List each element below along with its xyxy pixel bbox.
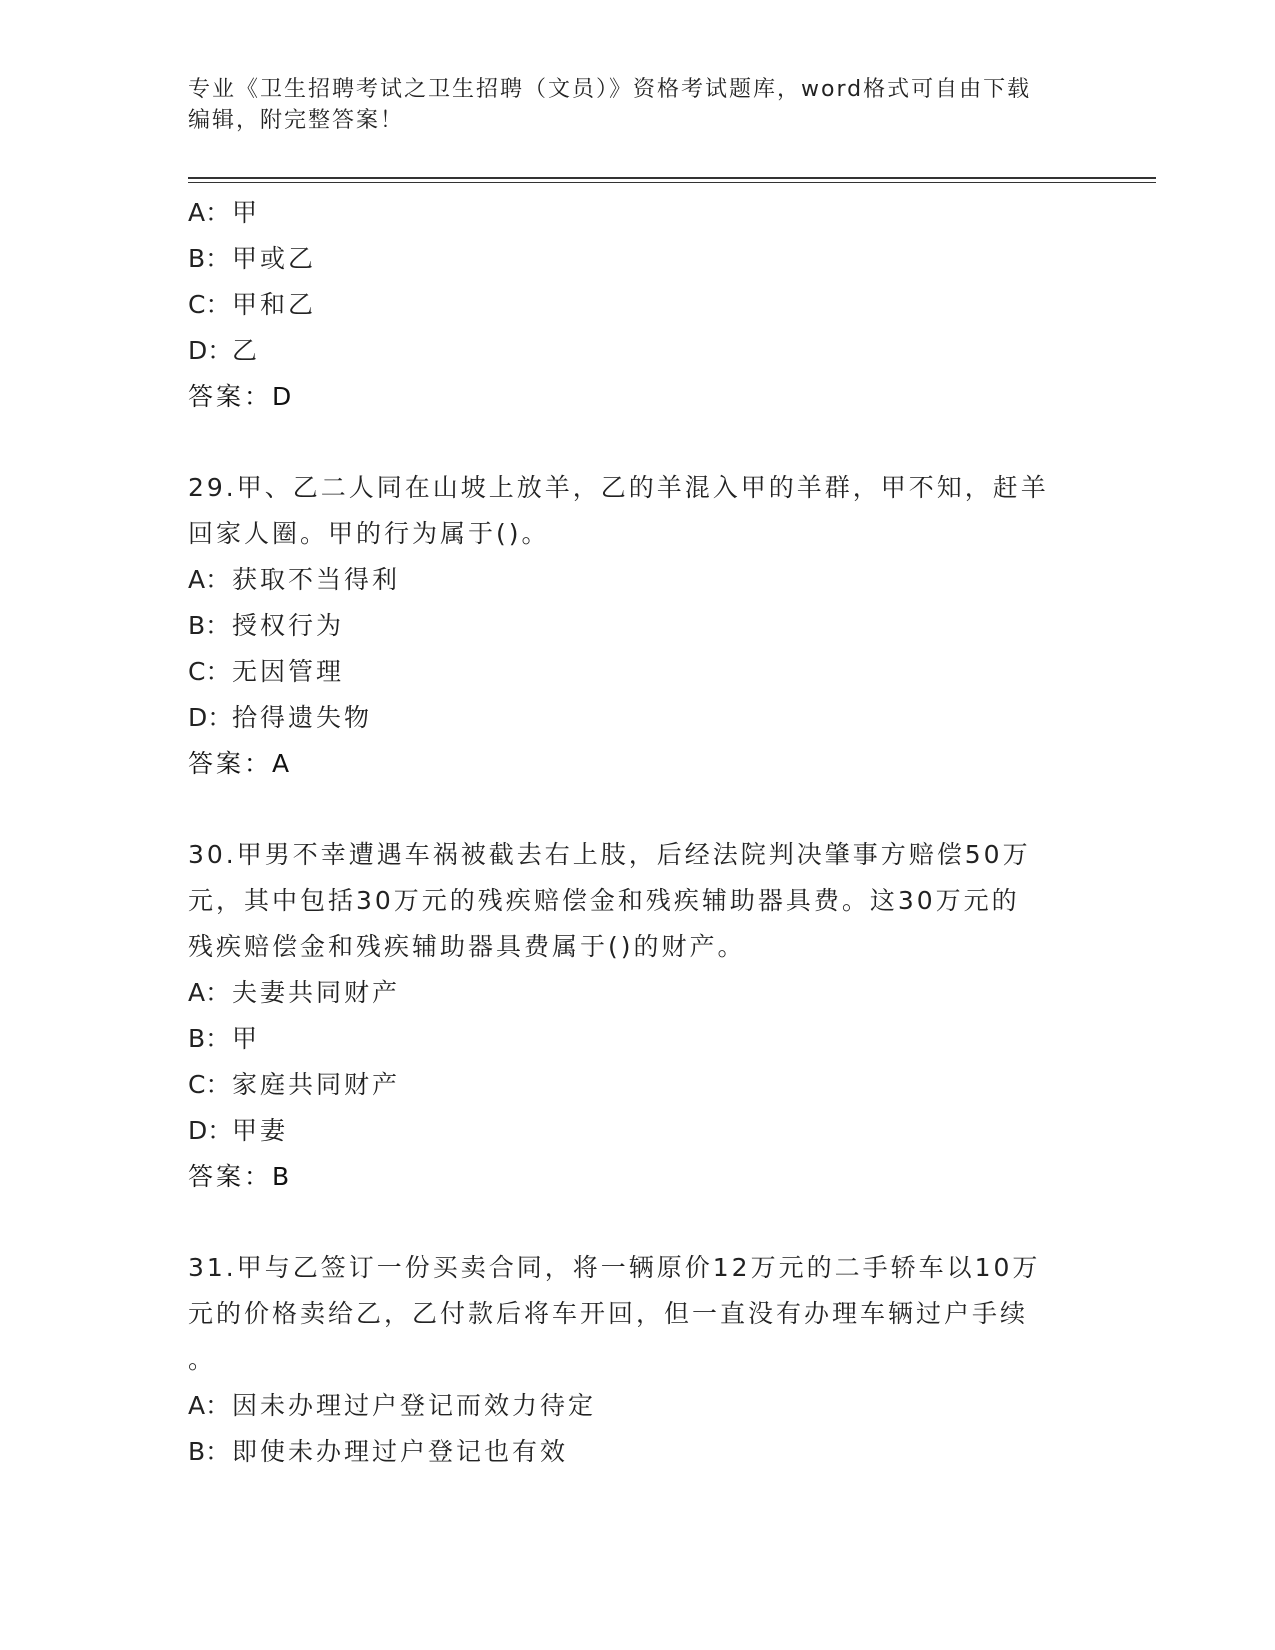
answer-label: 答案：A (188, 749, 293, 778)
question-stem-line: 31.甲与乙签订一份买卖合同，将一辆原价12万元的二手轿车以10万 (188, 1253, 1041, 1282)
question-29 (188, 465, 1088, 787)
option-a: A：夫妻共同财产 (188, 978, 401, 1007)
option-a: A：获取不当得利 (188, 565, 401, 594)
question-stem-line: 元的价格卖给乙，乙付款后将车开回，但一直没有办理车辆过户手续 (188, 1299, 1029, 1328)
option-b: B：授权行为 (188, 611, 345, 640)
spacer (188, 420, 1088, 465)
question-stem-line: 。 (188, 1345, 217, 1374)
question-28 (188, 190, 1088, 420)
spacer (188, 787, 1088, 832)
header-line-1: 专业《卫生招聘考试之卫生招聘（文员）》资格考试题库，word格式可自由下载 (188, 77, 1032, 102)
header-rule-thick (188, 177, 1156, 179)
question-stem-line: 30.甲男不幸遭遇车祸被截去右上肢，后经法院判决肇事方赔偿50万 (188, 840, 1031, 869)
option-d: D：乙 (188, 336, 261, 365)
option-b: B：即使未办理过户登记也有效 (188, 1437, 569, 1466)
question-30 (188, 832, 1088, 1200)
question-stem-line: 回家人圈。甲的行为属于()。 (188, 519, 550, 548)
option-d: D：甲妻 (188, 1116, 289, 1145)
option-b: B：甲 (188, 1024, 261, 1053)
spacer (188, 1200, 1088, 1245)
option-d: D：拾得遗失物 (188, 703, 373, 732)
question-31 (188, 1245, 1088, 1475)
option-c: C：家庭共同财产 (188, 1070, 401, 1099)
question-stem-line: 元，其中包括30万元的残疾赔偿金和残疾辅助器具费。这30万元的 (188, 886, 1020, 915)
answer-label: 答案：D (188, 382, 295, 411)
question-stem-line: 29.甲、乙二人同在山坡上放羊，乙的羊混入甲的羊群，甲不知，赶羊 (188, 473, 1049, 502)
question-stem-line: 残疾赔偿金和残疾辅助器具费属于()的财产。 (188, 932, 746, 961)
answer-label: 答案：B (188, 1162, 293, 1191)
question-content (188, 190, 1088, 1475)
option-c: C：甲和乙 (188, 290, 317, 319)
header-line-2: 编辑，附完整答案！ (188, 108, 405, 133)
header-rule-thin (188, 182, 1156, 183)
option-b: B：甲或乙 (188, 244, 317, 273)
option-a: A：因未办理过户登记而效力待定 (188, 1391, 597, 1420)
document-header (188, 74, 1088, 136)
option-c: C：无因管理 (188, 657, 345, 686)
option-a: A：甲 (188, 198, 261, 227)
